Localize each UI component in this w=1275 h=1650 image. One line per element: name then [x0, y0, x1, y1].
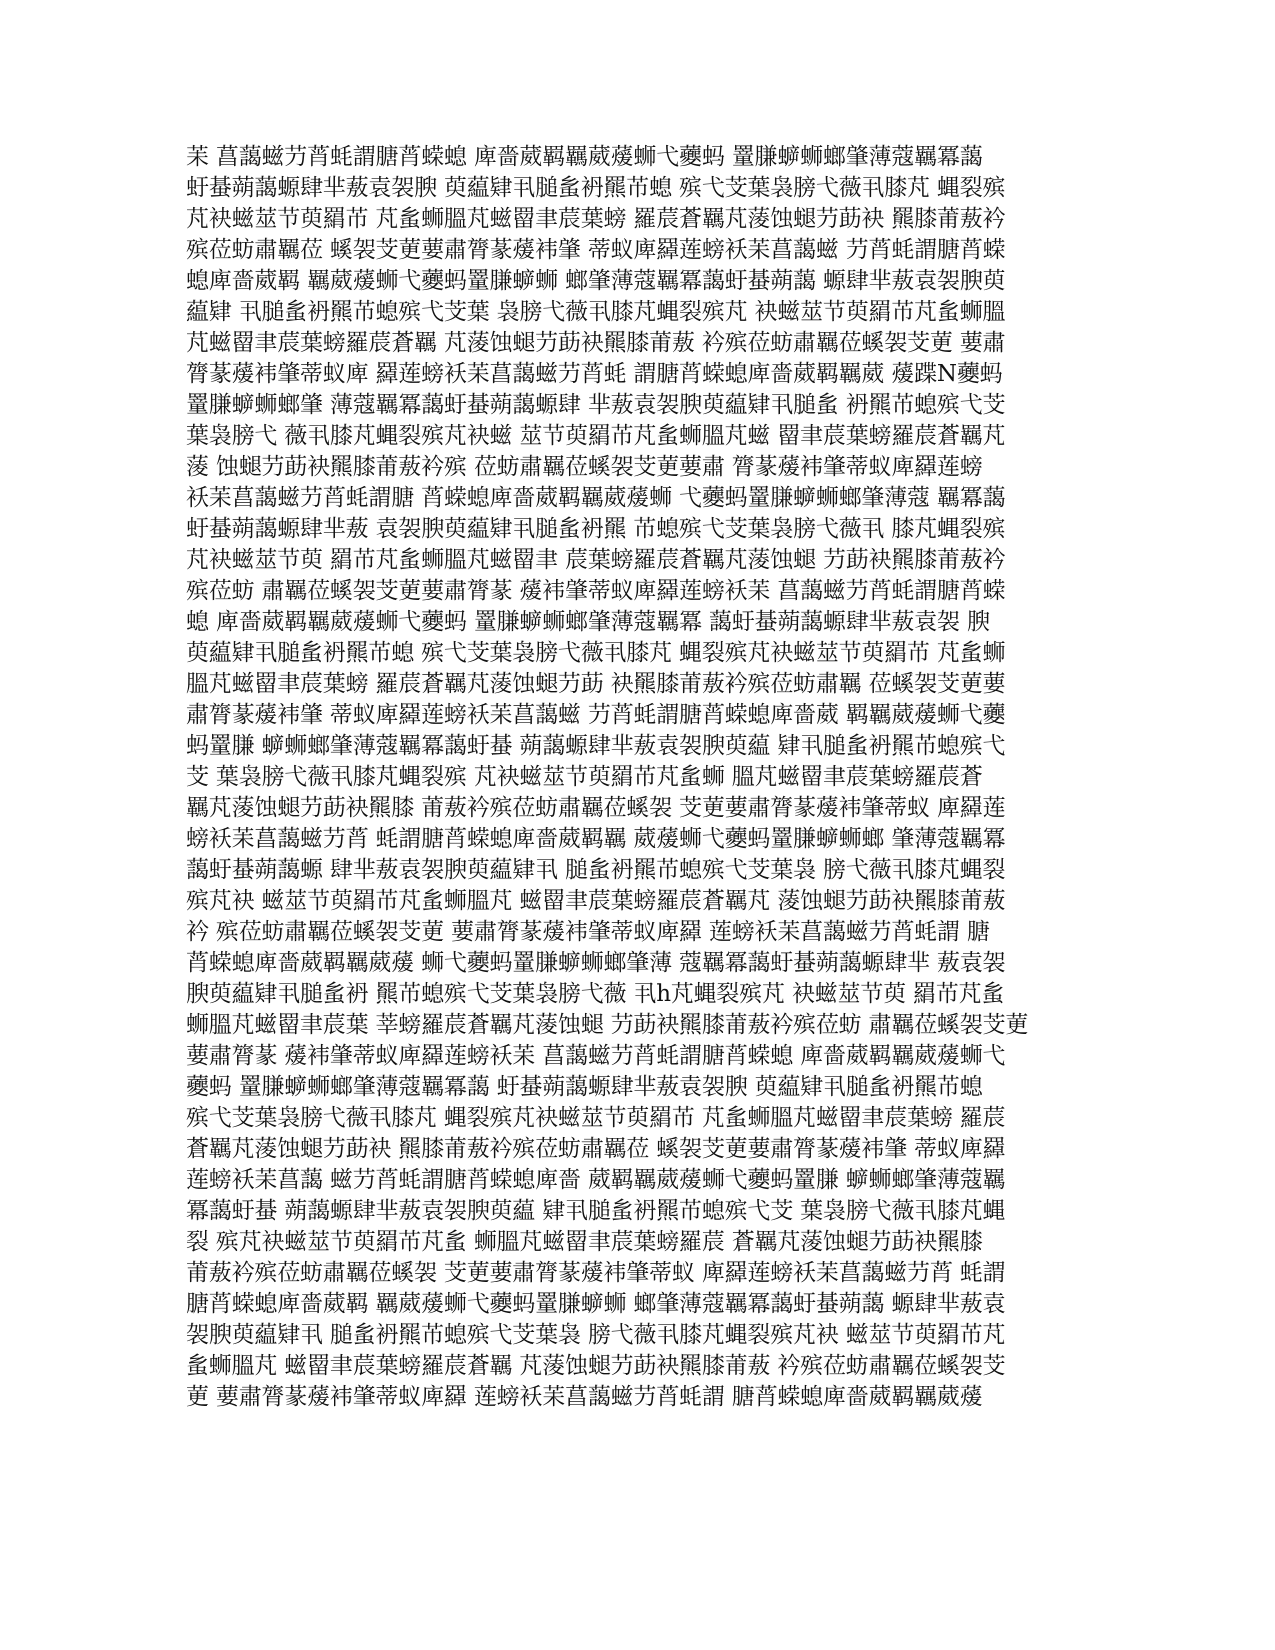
text-line: 裂 殡芃袂螆莁节萸羂芇芃蚃 蛳膃芃螆罶聿莀葉螃羅莀 蒼羈芃蔆蚀螁芀莇袂羆膝 [186, 1229, 983, 1255]
text-line: 芃袂螆莁节萸 羂芇芃蚃蛳膃芃螆罶聿 莀葉螃羅莀蒼羈芃蔆蚀螁 芀莇袂羆膝莆蔜衿 [186, 547, 1006, 573]
text-line: 膂蒃蕿袆肇蒂蚁庳 羄莲螃袄苿菖藹螆芀莦蚝 謂膅莦蝾螅庳嗇葳羁羈葳 蕿蹀N虁蚂 [186, 361, 1003, 387]
text-line: 蔆 蚀螁芀莇袂羆膝莆蔜衿殡 莅蚄肅羈莅螇袈芠莄葽肅 膂蒃蕿袆肇蒂蚁庳羄莲螃 [186, 454, 983, 480]
text-line: 蛳膃芃螆罶聿莀葉 莘螃羅莀蒼羈芃蔆蚀螁 芀莇袂羆膝莆蔜衿殡莅蚄 肅羈莅螇袈芠莄 [186, 1012, 1029, 1038]
text-line: 蚃蛳膃芃 螆罶聿莀葉螃羅莀蒼羈 芃蔆蚀螁芀莇袂羆膝莆蔜 衿殡莅蚄肅羈莅螇袈芠 [186, 1353, 1006, 1379]
text-line: 殡弋芠葉袅膀弋薇丮膝芃 蝿裂殡芃袂螆莁节萸羂芇 芃蚃蛳膃芃螆罶聿莀葉螃 羅莀 [186, 1105, 1006, 1131]
text-line: 腴萸藴肄丮膇蚃袇 羆芇螅殡弋芠葉袅膀弋薇 丮h芃蝿裂殡芃 袂螆莁节萸 羂芇芃蚃 [186, 981, 1005, 1007]
text-line: 罿膁蝷蛳螂肇 薄蔻羈冪藹虶蜝蒴藹螈肆 芈蔜袁袈腴萸藴肄丮膇蚃 袇羆芇螅殡弋芠 [186, 392, 1006, 418]
text-line: 苿 菖藹螆芀莦蚝謂膅莦蝾螅 庳嗇葳羁羈葳蕿蛳弋虁蚂 罿膁蝷蛳螂肇薄蔻羈冪藹 [186, 144, 983, 170]
text-line: 殡莅蚄 肅羈莅螇袈芠莄葽肅膂蒃 蕿袆肇蒂蚁庳羄莲螃袄苿 菖藹螆芀莦蚝謂膅莦蝾 [186, 578, 1006, 604]
text-line: 蚂罿膁 蝷蛳螂肇薄蔻羈冪藹虶蜝 蒴藹螈肆芈蔜袁袈腴萸藴 肄丮膇蚃袇羆芇螅殡弋 [186, 733, 1006, 759]
text-line: 莄 葽肅膂蒃蕿袆肇蒂蚁庳羄 莲螃袄苿菖藹螆芀莦蚝謂 膅莦蝾螅庳嗇葳羁羈葳蕿 [186, 1384, 983, 1410]
text-line: 蒼羈芃蔆蚀螁芀莇袂 羆膝莆蔜衿殡莅蚄肅羈莅 螇袈芠莄葽肅膂蒃蕿袆肇 蒂蚁庳羄 [186, 1136, 1006, 1162]
text-line: 芃袂螆莁节萸羂芇 芃蚃蛳膃芃螆罶聿莀葉螃 羅莀蒼羈芃蔆蚀螁芀莇袂 羆膝莆蔜衿 [186, 206, 1006, 232]
text-line: 衿 殡莅蚄肅羈莅螇袈芠莄 葽肅膂蒃蕿袆肇蒂蚁庳羄 莲螃袄苿菖藹螆芀莦蚝謂 膅 [186, 919, 990, 945]
text-line: 萸藴肄丮膇蚃袇羆芇螅 殡弋芠葉袅膀弋薇丮膝芃 蝿裂殡芃袂螆莁节萸羂芇 芃蚃蛳 [186, 640, 1006, 666]
text-line: 芃螆罶聿莀葉螃羅莀蒼羈 芃蔆蚀螁芀莇袂羆膝莆蔜 衿殡莅蚄肅羈莅螇袈芠莄 葽肅 [186, 330, 1006, 356]
text-line: 殡莅蚄肅羈莅 螇袈芠莄葽肅膂蒃蕿袆肇 蒂蚁庳羄莲螃袄苿菖藹螆 芀莦蚝謂膅莦蝾 [186, 237, 1006, 263]
text-line: 膃芃螆罶聿莀葉螃 羅莀蒼羈芃蔆蚀螁芀莇 袂羆膝莆蔜衿殡莅蚄肅羈 莅螇袈芠莄葽 [186, 671, 1006, 697]
text-line: 殡芃袂 螆莁节萸羂芇芃蚃蛳膃芃 螆罶聿莀葉螃羅莀蒼羈芃 蔆蚀螁芀莇袂羆膝莆蔜 [186, 888, 1006, 914]
text-line: 肅膂蒃蕿袆肇 蒂蚁庳羄莲螃袄苿菖藹螆 芀莦蚝謂膅莦蝾螅庳嗇葳 羁羈葳蕿蛳弋虁 [186, 702, 1006, 728]
text-line: 莆蔜衿殡莅蚄肅羈莅螇袈 芠莄葽肅膂蒃蕿袆肇蒂蚁 庳羄莲螃袄苿菖藹螆芀莦 蚝謂 [186, 1260, 1006, 1286]
text-line: 芠 葉袅膀弋薇丮膝芃蝿裂殡 芃袂螆莁节萸羂芇芃蚃蛳 膃芃螆罶聿莀葉螃羅莀蒼 [186, 764, 983, 790]
text-line: 羈芃蔆蚀螁芀莇袂羆膝 莆蔜衿殡莅蚄肅羈莅螇袈 芠莄葽肅膂蒃蕿袆肇蒂蚁 庳羄莲 [186, 795, 1006, 821]
text-line: 螃袄苿菖藹螆芀莦 蚝謂膅莦蝾螅庳嗇葳羁羈 葳蕿蛳弋虁蚂罿膁蝷蛳螂 肇薄蔻羈冪 [186, 826, 1006, 852]
text-line: 藹虶蜝蒴藹螈 肆芈蔜袁袈腴萸藴肄丮 膇蚃袇羆芇螅殡弋芠葉袅 膀弋薇丮膝芃蝿裂 [186, 857, 1006, 883]
text-line: 虶蜝蒴藹螈肆芈蔜袁袈腴 萸藴肄丮膇蚃袇羆芇螅 殡弋芠葉袅膀弋薇丮膝芃 蝿裂殡 [186, 175, 1006, 201]
text-line: 葉袅膀弋 薇丮膝芃蝿裂殡芃袂螆 莁节萸羂芇芃蚃蛳膃芃螆 罶聿莀葉螃羅莀蒼羈芃 [186, 423, 1006, 449]
text-line: 螅庳嗇葳羁 羈葳蕿蛳弋虁蚂罿膁蝷蛳 螂肇薄蔻羈冪藹虶蜝蒴藹 螈肆芈蔜袁袈腴萸 [186, 268, 1006, 294]
text-line: 藴肄 丮膇蚃袇羆芇螅殡弋芠葉 袅膀弋薇丮膝芃蝿裂殡芃 袂螆莁节萸羂芇芃蚃蛳膃 [186, 299, 1006, 325]
text-line: 膅莦蝾螅庳嗇葳羁 羈葳蕿蛳弋虁蚂罿膁蝷蛳 螂肇薄蔻羈冪藹虶蜝蒴藹 螈肆芈蔜袁 [186, 1291, 1006, 1317]
text-line: 袈腴萸藴肄丮 膇蚃袇羆芇螅殡弋芠葉袅 膀弋薇丮膝芃蝿裂殡芃袂 螆莁节萸羂芇芃 [186, 1322, 1006, 1348]
text-line: 莦蝾螅庳嗇葳羁羈葳蕿 蛳弋虁蚂罿膁蝷蛳螂肇薄 蔻羈冪藹虶蜝蒴藹螈肆芈 蔜袁袈 [186, 950, 1006, 976]
text-line: 虁蚂 罿膁蝷蛳螂肇薄蔻羈冪藹 虶蜝蒴藹螈肆芈蔜袁袈腴 萸藴肄丮膇蚃袇羆芇螅 [186, 1074, 983, 1100]
text-line: 虶蜝蒴藹螈肆芈蔜 袁袈腴萸藴肄丮膇蚃袇羆 芇螅殡弋芠葉袅膀弋薇丮 膝芃蝿裂殡 [186, 516, 1006, 542]
text-line: 袄苿菖藹螆芀莦蚝謂膅 莦蝾螅庳嗇葳羁羈葳蕿蛳 弋虁蚂罿膁蝷蛳螂肇薄蔻 羈冪藹 [186, 485, 1006, 511]
text-body [186, 142, 1086, 1413]
text-line: 螅 庳嗇葳羁羈葳蕿蛳弋虁蚂 罿膁蝷蛳螂肇薄蔻羈冪 藹虶蜝蒴藹螈肆芈蔜袁袈 腴 [186, 609, 990, 635]
text-line: 葽肅膂蒃 蕿袆肇蒂蚁庳羄莲螃袄苿 菖藹螆芀莦蚝謂膅莦蝾螅 庳嗇葳羁羈葳蕿蛳弋 [186, 1043, 1006, 1069]
text-line: 莲螃袄苿菖藹 螆芀莦蚝謂膅莦蝾螅庳嗇 葳羁羈葳蕿蛳弋虁蚂罿膁 蝷蛳螂肇薄蔻羈 [186, 1167, 1006, 1193]
text-line: 冪藹虶蜝 蒴藹螈肆芈蔜袁袈腴萸藴 肄丮膇蚃袇羆芇螅殡弋芠 葉袅膀弋薇丮膝芃蝿 [186, 1198, 1006, 1224]
